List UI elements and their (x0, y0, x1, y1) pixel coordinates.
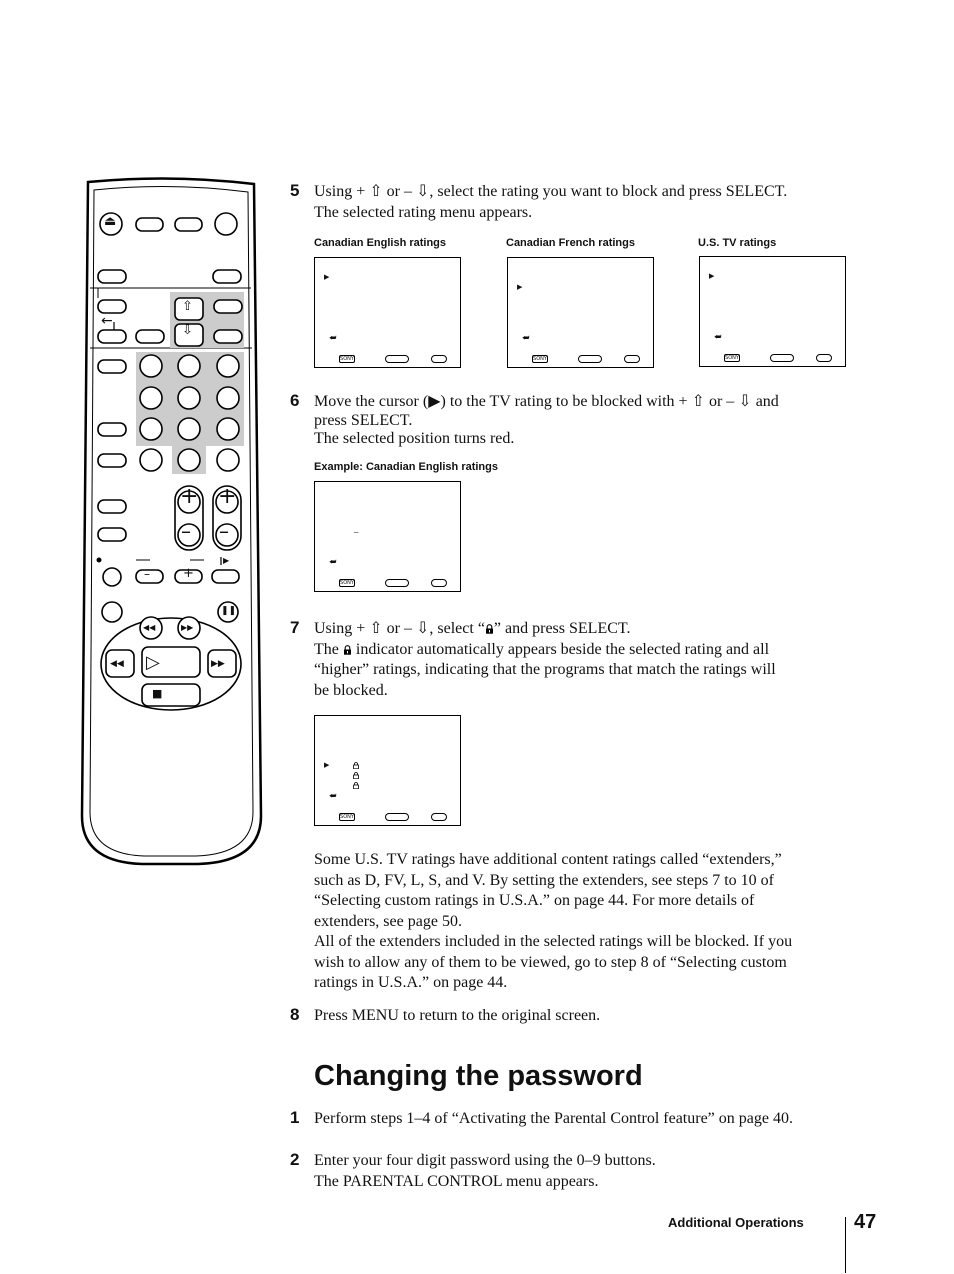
screen-example (314, 481, 461, 592)
screen-cursor-icon: ▶ (517, 283, 523, 291)
return-icon: ⮨ (329, 333, 337, 342)
back-arrow-icon: ← (101, 313, 113, 329)
section-heading: Changing the password (314, 1060, 643, 1092)
caption-us-tv: U.S. TV ratings (698, 237, 777, 249)
password-step-2-number: 2 (290, 1150, 300, 1169)
channel-minus-icon: – (219, 519, 229, 543)
stop-icon: ■ (152, 687, 163, 700)
lock-icon (343, 645, 352, 655)
small-lock-icon (353, 772, 359, 779)
channel-up-icon: ⇧ (182, 299, 193, 314)
eject-icon: ⏏ (104, 214, 117, 229)
volume-plus-icon: + (180, 484, 199, 509)
screen-canadian-french (507, 257, 654, 368)
screen-canadian-english (314, 257, 461, 368)
volume-minus-icon: – (181, 519, 191, 543)
screen-locked-ratings (314, 715, 461, 826)
remote-control-illustration (78, 176, 264, 870)
footer-divider (845, 1217, 846, 1273)
screen-pill (431, 579, 447, 587)
password-step-1-number: 1 (290, 1108, 300, 1127)
screen-pill (385, 579, 409, 587)
screen-logo: SONY (725, 355, 739, 361)
screen-pill (578, 355, 602, 363)
screen-pill (816, 354, 832, 362)
extenders-note: Some U.S. TV ratings have additional content ratings called “extenders,” such as D, FV, L, S, and V. By setting the extenders, see steps 7 to 10 of “Selecting custom ratings in U.S.A.” on page 44. For more details of extenders, see page 50. All of the extenders included in the selected ratings will be blocked. If you wish to allow any of them to be viewed, go to step 8 of “Selecting custom ratings in U.S.A.” on page 44. (314, 851, 793, 991)
screen-pill (385, 355, 409, 363)
tracking-minus-icon: – (144, 567, 150, 581)
step-5-text: Using + ⇧ or – ⇩, select the rating you want to block and press SELECT. The selected rating menu appears. (314, 183, 788, 221)
channel-down-icon: ⇩ (182, 323, 193, 338)
screen-logo: SONY (340, 356, 354, 362)
screen-cursor-icon: ▶ (324, 761, 330, 769)
screen-pill (770, 354, 794, 362)
password-step-1-text: Perform steps 1–4 of “Activating the Parental Control feature” on page 40. (314, 1110, 793, 1127)
screen-dash: – (354, 527, 359, 537)
screen-logo: SONY (533, 356, 547, 362)
fast-forward-small-icon: ▶▶ (181, 623, 194, 632)
rewind-small-icon: ◀◀ (143, 623, 156, 632)
return-icon: ⮨ (522, 333, 530, 342)
screen-us-tv (699, 256, 846, 367)
lock-icon (485, 624, 494, 634)
slow-icon: ‖▶ (219, 556, 230, 565)
step-5-number: 5 (290, 181, 300, 200)
caption-example: Example: Canadian English ratings (314, 461, 498, 473)
step-7-text: Using + ⇧ or – ⇩, select “ ” and press SELECT. The indicator automatically appears beside the selected rating and all “higher” ratings, indicating that the programs that match the ratings will be blocked. (314, 620, 776, 699)
screen-pill (624, 355, 640, 363)
step-6-text: Move the cursor (▶) to the TV rating to be blocked with + ⇧ or – ⇩ and press SELECT. The selected position turns red. (314, 393, 779, 447)
screen-cursor-icon: ▶ (709, 272, 715, 280)
screen-logo: SONY (340, 814, 354, 820)
password-step-2-text: Enter your four digit password using the 0–9 buttons. The PARENTAL CONTROL menu appears. (314, 1152, 656, 1190)
page-number: 47 (854, 1211, 877, 1233)
step-7-number: 7 (290, 618, 300, 637)
screen-pill (431, 355, 447, 363)
screen-pill (385, 813, 409, 821)
return-icon: ⮨ (714, 332, 722, 341)
return-icon: ⮨ (329, 791, 337, 800)
pause-icon: ❚❚ (221, 606, 237, 616)
fast-forward-icon: ▶▶ (211, 659, 225, 669)
play-icon: ▷ (146, 652, 160, 673)
return-icon: ⮨ (329, 557, 337, 566)
caption-canadian-french: Canadian French ratings (506, 237, 635, 249)
step-8-text: Press MENU to return to the original screen. (314, 1007, 601, 1024)
small-lock-icon (353, 762, 359, 769)
caption-canadian-english: Canadian English ratings (314, 237, 447, 249)
screen-cursor-icon: ▶ (324, 273, 330, 281)
screen-logo: SONY (340, 580, 354, 586)
footer-section-label: Additional Operations (668, 1215, 804, 1230)
small-lock-icon (353, 782, 359, 789)
step-6-number: 6 (290, 391, 300, 410)
tracking-plus-icon: + (183, 566, 194, 581)
step-8-number: 8 (290, 1005, 300, 1024)
rewind-icon: ◀◀ (110, 659, 124, 669)
channel-plus-icon: + (218, 484, 237, 509)
screen-pill (431, 813, 447, 821)
